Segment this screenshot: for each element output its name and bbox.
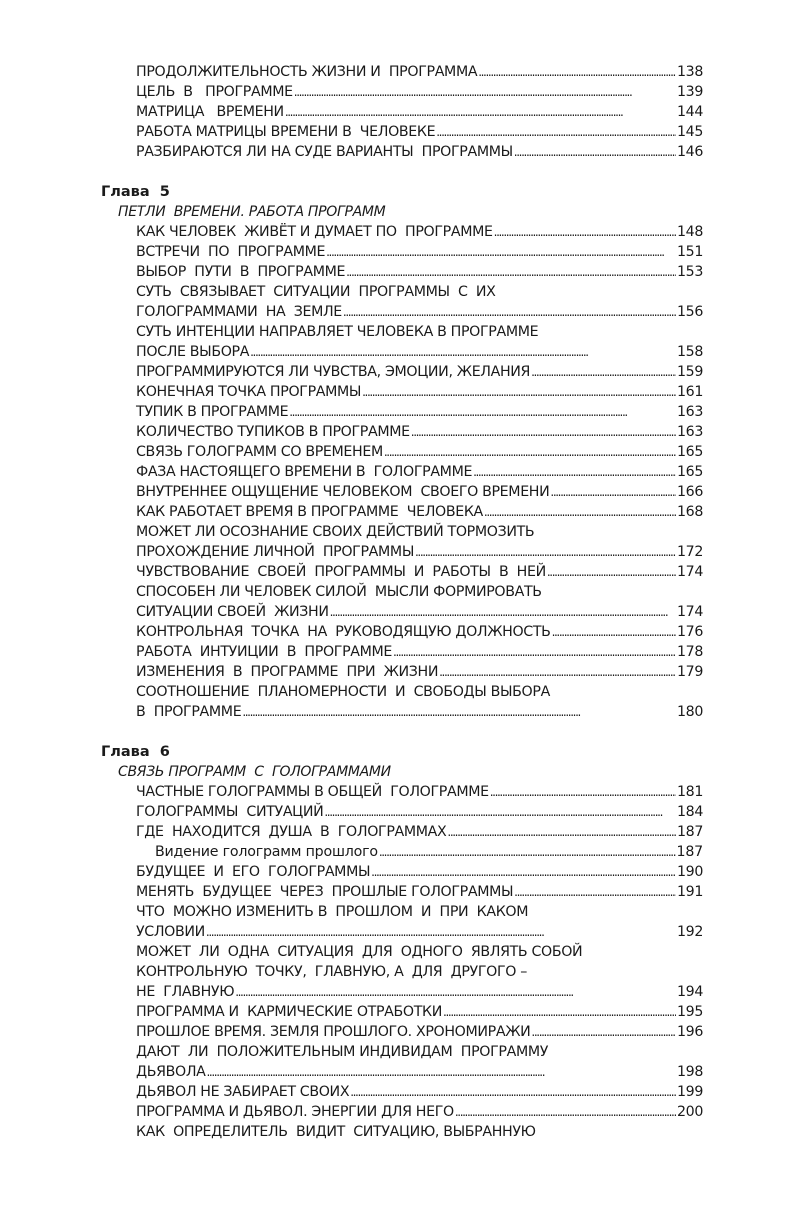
dot-leader — [326, 242, 676, 262]
entry-title: МАТРИЦА ВРЕМЕНИ — [136, 104, 284, 120]
page-number: 181 — [676, 784, 703, 800]
section-gap — [0, 722, 797, 742]
dot-leader — [439, 662, 676, 682]
page-number: 198 — [676, 1064, 703, 1080]
page-number: 199 — [676, 1084, 703, 1100]
toc-entry — [136, 1062, 703, 1082]
toc-entry — [136, 262, 703, 282]
dot-leader — [362, 382, 676, 402]
toc-entry — [136, 902, 703, 922]
dot-leader — [443, 1002, 676, 1022]
toc-entry — [136, 662, 703, 682]
entry-title: ФАЗА НАСТОЯЩЕГО ВРЕМЕНИ В ГОЛОГРАММЕ — [136, 464, 473, 480]
page-number: 153 — [676, 264, 703, 280]
dot-leader — [242, 702, 676, 722]
page-number: 200 — [676, 1104, 703, 1120]
entry-title: ЧАСТНЫЕ ГОЛОГРАММЫ В ОБЩЕЙ ГОЛОГРАММЕ — [136, 784, 489, 800]
toc-entry — [136, 502, 703, 522]
entry-title: ТУПИК В ПРОГРАММЕ — [136, 404, 289, 420]
table-of-contents — [0, 62, 797, 1142]
page-number: 163 — [676, 424, 703, 440]
entry-title: ДАЮТ ЛИ ПОЛОЖИТЕЛЬНЫМ ИНДИВИДАМ ПРОГРАММУ — [136, 1044, 549, 1060]
page-number: 163 — [676, 404, 703, 420]
page-number: 174 — [676, 604, 703, 620]
dot-leader — [514, 142, 676, 162]
dot-leader — [447, 822, 676, 842]
dot-leader — [514, 882, 676, 902]
entry-title: СООТНОШЕНИЕ ПЛАНОМЕРНОСТИ И СВОБОДЫ ВЫБОРА — [136, 684, 550, 700]
toc-entry — [136, 882, 703, 902]
entry-title: СПОСОБЕН ЛИ ЧЕЛОВЕК СИЛОЙ МЫСЛИ ФОРМИРОВАТЬ — [136, 584, 542, 600]
entry-title: ГОЛОГРАММАМИ НА ЗЕМЛЕ — [136, 304, 342, 320]
toc-entry — [136, 342, 703, 362]
toc-entry — [136, 562, 703, 582]
dot-leader — [411, 422, 676, 442]
entry-title: КАК ОПРЕДЕЛИТЕЛЬ ВИДИТ СИТУАЦИЮ, ВЫБРАННУЮ — [136, 1124, 536, 1140]
dot-leader — [250, 342, 676, 362]
page-number: 176 — [676, 624, 703, 640]
page-number: 138 — [676, 64, 703, 80]
dot-leader — [494, 222, 676, 242]
toc-entry — [136, 622, 703, 642]
dot-leader — [393, 642, 676, 662]
entry-title: ПРОГРАММА И ДЬЯВОЛ. ЭНЕРГИИ ДЛЯ НЕГО — [136, 1104, 454, 1120]
dot-leader — [550, 482, 676, 502]
toc-entry — [136, 1022, 703, 1042]
toc-entry — [136, 302, 703, 322]
page-number: 165 — [676, 444, 703, 460]
dot-leader — [531, 362, 676, 382]
dot-leader — [285, 102, 676, 122]
toc-entry — [136, 322, 703, 342]
entry-title: В ПРОГРАММЕ — [136, 704, 242, 720]
entry-title: КОНЕЧНАЯ ТОЧКА ПРОГРАММЫ — [136, 384, 362, 400]
entry-title: СИТУАЦИИ СВОЕЙ ЖИЗНИ — [136, 604, 329, 620]
page-number: 158 — [676, 344, 703, 360]
entry-title: КАК РАБОТАЕТ ВРЕМЯ В ПРОГРАММЕ ЧЕЛОВЕКА — [136, 504, 483, 520]
toc-entry — [136, 422, 703, 442]
dot-leader — [455, 1102, 676, 1122]
page-number: 151 — [676, 244, 703, 260]
dot-leader — [473, 462, 676, 482]
section-gap — [0, 162, 797, 182]
page-number: 194 — [676, 984, 703, 1000]
dot-leader — [552, 622, 676, 642]
entry-title: УСЛОВИИ — [136, 924, 205, 940]
entry-title: ЧУВСТВОВАНИЕ СВОЕЙ ПРОГРАММЫ И РАБОТЫ В НЕЙ — [136, 564, 546, 580]
entry-title: КАК ЧЕЛОВЕК ЖИВЁТ И ДУМАЕТ ПО ПРОГРАММЕ — [136, 224, 493, 240]
toc-entry — [136, 922, 703, 942]
page-number: 168 — [676, 504, 703, 520]
page-number: 159 — [676, 364, 703, 380]
toc-entry — [136, 1102, 703, 1122]
entry-title: РАБОТА МАТРИЦЫ ВРЕМЕНИ В ЧЕЛОВЕКЕ — [136, 124, 436, 140]
chapter6-subtitle: СВЯЗЬ ПРОГРАММ С ГОЛОГРАММАМИ — [118, 764, 391, 780]
page-number: 161 — [676, 384, 703, 400]
page-number: 145 — [676, 124, 703, 140]
entry-title: ДЬЯВОЛА — [136, 1064, 206, 1080]
page-number: 192 — [676, 924, 703, 940]
page-number: 146 — [676, 144, 703, 160]
toc-entry — [136, 142, 703, 162]
toc-subentry — [155, 842, 703, 862]
toc-entry — [136, 602, 703, 622]
page-number: 184 — [676, 804, 703, 820]
toc-entry — [136, 802, 703, 822]
entry-title: СУТЬ СВЯЗЫВАЕТ СИТУАЦИИ ПРОГРАММЫ С ИХ — [136, 284, 496, 300]
toc-entry — [136, 122, 703, 142]
entry-title: ПРОХОЖДЕНИЕ ЛИЧНОЙ ПРОГРАММЫ — [136, 544, 414, 560]
page-number: 166 — [676, 484, 703, 500]
dot-leader — [371, 862, 676, 882]
page-number: 148 — [676, 224, 703, 240]
entry-title: СУТЬ ИНТЕНЦИИ НАПРАВЛЯЕТ ЧЕЛОВЕКА В ПРОГРАММЕ — [136, 324, 539, 340]
toc-entry — [136, 402, 703, 422]
entry-title: НЕ ГЛАВНУЮ — [136, 984, 235, 1000]
toc-entry — [136, 862, 703, 882]
toc-entry — [136, 642, 703, 662]
toc-entry — [136, 282, 703, 302]
toc-entry — [136, 482, 703, 502]
toc-entry — [136, 102, 703, 122]
entry-title: Видение голограмм прошлого — [155, 844, 378, 860]
page-number: 187 — [676, 824, 703, 840]
toc-entry — [136, 682, 703, 702]
dot-leader — [330, 602, 676, 622]
page-number: 144 — [676, 104, 703, 120]
toc-entry — [136, 82, 703, 102]
toc-entry — [136, 382, 703, 402]
dot-leader — [324, 802, 676, 822]
toc-entry — [136, 782, 703, 802]
dot-leader — [379, 842, 676, 862]
chapter5-subtitle: ПЕТЛИ ВРЕМЕНИ. РАБОТА ПРОГРАММ — [118, 204, 386, 220]
page-number: 191 — [676, 884, 703, 900]
dot-leader — [350, 1082, 676, 1102]
dot-leader — [207, 1062, 676, 1082]
entry-title: ЦЕЛЬ В ПРОГРАММЕ — [136, 84, 293, 100]
entry-title: РАБОТА ИНТУИЦИИ В ПРОГРАММЕ — [136, 644, 393, 660]
page-number: 179 — [676, 664, 703, 680]
entry-title: ВСТРЕЧИ ПО ПРОГРАММЕ — [136, 244, 326, 260]
entry-title: ПРОГРАММИРУЮТСЯ ЛИ ЧУВСТВА, ЭМОЦИИ, ЖЕЛАНИЯ — [136, 364, 531, 380]
toc-entry — [136, 982, 703, 1002]
dot-leader — [343, 302, 676, 322]
toc-entry — [136, 822, 703, 842]
entry-title: БУДУЩЕЕ И ЕГО ГОЛОГРАММЫ — [136, 864, 371, 880]
entry-title: КОНТРОЛЬНУЮ ТОЧКУ, ГЛАВНУЮ, А ДЛЯ ДРУГОГО – — [136, 964, 527, 980]
chapter6-label: Глава 6 — [101, 744, 170, 760]
entry-title: ЧТО МОЖНО ИЗМЕНИТЬ В ПРОШЛОМ И ПРИ КАКОМ — [136, 904, 529, 920]
toc-entry — [136, 582, 703, 602]
dot-leader — [415, 542, 676, 562]
page-number: 165 — [676, 464, 703, 480]
entry-title: МЕНЯТЬ БУДУЩЕЕ ЧЕРЕЗ ПРОШЛЫЕ ГОЛОГРАММЫ — [136, 884, 514, 900]
entry-title: ПОСЛЕ ВЫБОРА — [136, 344, 250, 360]
toc-entry — [136, 222, 703, 242]
page-number: 195 — [676, 1004, 703, 1020]
entry-title: КОНТРОЛЬНАЯ ТОЧКА НА РУКОВОДЯЩУЮ ДОЛЖНОСТЬ — [136, 624, 551, 640]
entry-title: ГОЛОГРАММЫ СИТУАЦИЙ — [136, 804, 324, 820]
dot-leader — [484, 502, 676, 522]
toc-entry — [136, 962, 703, 982]
chapter5-label: Глава 5 — [101, 184, 170, 200]
page-number: 174 — [676, 564, 703, 580]
toc-entry — [136, 242, 703, 262]
dot-leader — [384, 442, 676, 462]
toc-entry — [136, 522, 703, 542]
toc-entry — [136, 462, 703, 482]
page-number: 178 — [676, 644, 703, 660]
dot-leader — [294, 82, 676, 102]
entry-title: ПРОГРАММА И КАРМИЧЕСКИЕ ОТРАБОТКИ — [136, 1004, 443, 1020]
entry-title: КОЛИЧЕСТВО ТУПИКОВ В ПРОГРАММЕ — [136, 424, 410, 440]
entry-title: МОЖЕТ ЛИ ОСОЗНАНИЕ СВОИХ ДЕЙСТВИЙ ТОРМОЗИТЬ — [136, 524, 535, 540]
dot-leader — [206, 922, 676, 942]
toc-entry — [136, 362, 703, 382]
entry-title: ВЫБОР ПУТИ В ПРОГРАММЕ — [136, 264, 346, 280]
page-number: 156 — [676, 304, 703, 320]
dot-leader — [490, 782, 676, 802]
toc-entry — [136, 1042, 703, 1062]
entry-title: МОЖЕТ ЛИ ОДНА СИТУАЦИЯ ДЛЯ ОДНОГО ЯВЛЯТЬ СОБОЙ — [136, 944, 583, 960]
dot-leader — [346, 262, 676, 282]
entry-title: ДЬЯВОЛ НЕ ЗАБИРАЕТ СВОИХ — [136, 1084, 350, 1100]
dot-leader — [478, 62, 676, 82]
entry-title: ГДЕ НАХОДИТСЯ ДУША В ГОЛОГРАММАХ — [136, 824, 447, 840]
dot-leader — [436, 122, 676, 142]
entry-title: ПРОДОЛЖИТЕЛЬНОСТЬ ЖИЗНИ И ПРОГРАММА — [136, 64, 478, 80]
page-number: 196 — [676, 1024, 703, 1040]
page-number: 187 — [676, 844, 703, 860]
toc-entry — [136, 62, 703, 82]
toc-entry — [136, 1082, 703, 1102]
page-number: 139 — [676, 84, 703, 100]
toc-entry — [136, 442, 703, 462]
toc-entry — [136, 702, 703, 722]
entry-title: ПРОШЛОЕ ВРЕМЯ. ЗЕМЛЯ ПРОШЛОГО. ХРОНОМИРАЖИ — [136, 1024, 531, 1040]
toc-entry — [136, 942, 703, 962]
toc-entry — [136, 542, 703, 562]
toc-entry — [136, 1002, 703, 1022]
dot-leader — [547, 562, 676, 582]
dot-leader — [235, 982, 676, 1002]
entry-title: ИЗМЕНЕНИЯ В ПРОГРАММЕ ПРИ ЖИЗНИ — [136, 664, 439, 680]
page-number: 190 — [676, 864, 703, 880]
dot-leader — [289, 402, 676, 422]
entry-title: СВЯЗЬ ГОЛОГРАММ СО ВРЕМЕНЕМ — [136, 444, 383, 460]
page-number: 180 — [676, 704, 703, 720]
entry-title: РАЗБИРАЮТСЯ ЛИ НА СУДЕ ВАРИАНТЫ ПРОГРАММЫ — [136, 144, 513, 160]
dot-leader — [531, 1022, 676, 1042]
toc-entry — [136, 1122, 703, 1142]
entry-title: ВНУТРЕННЕЕ ОЩУЩЕНИЕ ЧЕЛОВЕКОМ СВОЕГО ВРЕМЕНИ — [136, 484, 550, 500]
page-number: 172 — [676, 544, 703, 560]
